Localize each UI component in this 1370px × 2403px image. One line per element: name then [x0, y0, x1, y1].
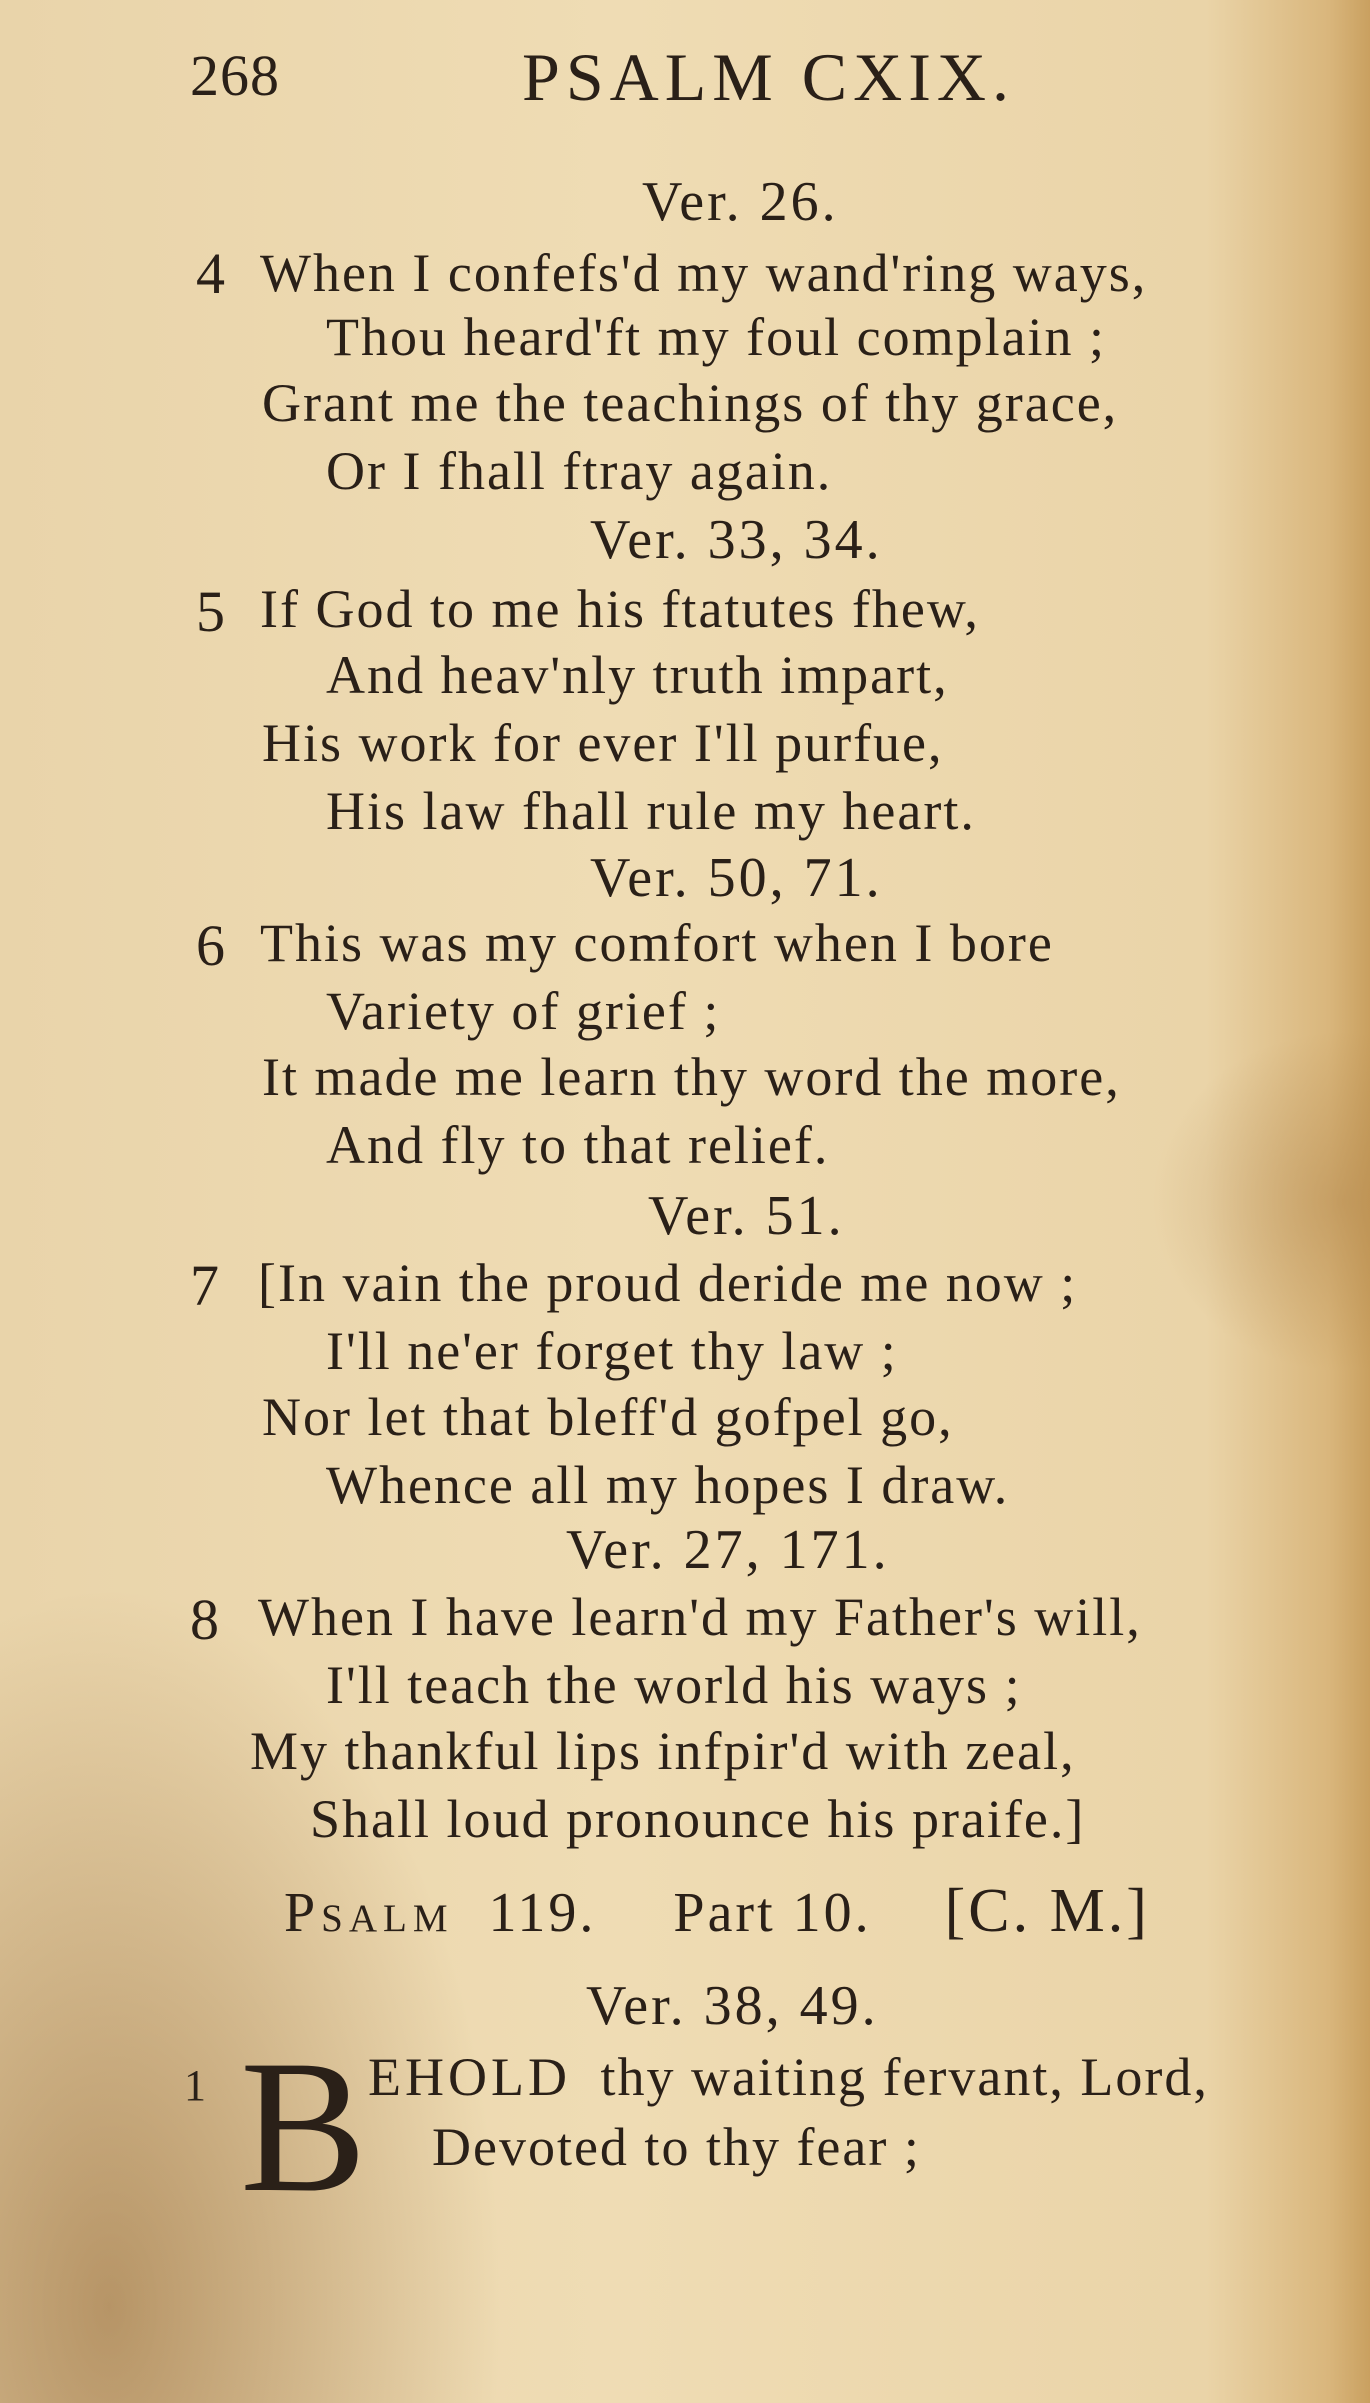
- verse-reference: Ver. 38, 49.: [586, 1975, 879, 2037]
- verse-reference: Ver. 27, 171.: [566, 1519, 890, 1581]
- verse-reference: Ver. 50, 71.: [590, 847, 883, 909]
- first-word-caps: EHOLD: [368, 2047, 571, 2107]
- verse-line: His law fhall rule my heart.: [326, 781, 976, 841]
- stanza-number: 8: [190, 1587, 219, 1652]
- verse-line: Devoted to thy fear ;: [432, 2117, 921, 2177]
- drop-cap: B: [240, 2022, 367, 2232]
- verse-line: I'll teach the world his ways ;: [326, 1655, 1022, 1715]
- stanza-number: 4: [196, 241, 225, 306]
- verse-reference: Ver. 26.: [642, 171, 839, 233]
- verse-line: I'll ne'er forget thy law ;: [326, 1321, 898, 1381]
- verse-line: Grant me the teachings of thy grace,: [262, 373, 1119, 433]
- verse-line: When I confefs'd my wand'ring ways,: [260, 243, 1148, 303]
- verse-line: If God to me his ftatutes fhew,: [260, 579, 980, 639]
- verse-line: Shall loud pronounce his praife.]: [310, 1789, 1086, 1849]
- verse-line: Variety of grief ;: [326, 981, 721, 1041]
- stanza-number: 6: [196, 913, 225, 978]
- verse-reference: Ver. 51.: [648, 1185, 845, 1247]
- first-line-rest: thy waiting fervant, Lord,: [600, 2047, 1209, 2107]
- verse-line: Thou heard'ft my foul complain ;: [326, 307, 1107, 367]
- verse-line: And fly to that relief.: [326, 1115, 830, 1175]
- verse-reference: Ver. 33, 34.: [590, 509, 883, 571]
- verse-line: This was my comfort when I bore: [260, 913, 1054, 973]
- psalm-number: 119.: [488, 1882, 597, 1944]
- stanza-number: 7: [190, 1253, 219, 1318]
- stanza-number: 1: [184, 2061, 206, 2110]
- part-label: Part 10.: [673, 1882, 872, 1944]
- meter-label: [C. M.]: [944, 1877, 1150, 1945]
- part-heading: [284, 1876, 1150, 1947]
- verse-line: It made me learn thy word the more,: [262, 1047, 1121, 1107]
- page-number: 268: [190, 43, 280, 108]
- psalm-label: Psalm: [284, 1882, 454, 1944]
- verse-line: And heav'nly truth impart,: [326, 645, 949, 705]
- verse-line: My thankful lips infpir'd with zeal,: [250, 1721, 1076, 1781]
- verse-line: When I have learn'd my Father's will,: [258, 1587, 1142, 1647]
- verse-line: Whence all my hopes I draw.: [326, 1455, 1010, 1515]
- stanza-number: 5: [196, 579, 225, 644]
- verse-line: Nor let that bleff'd gofpel go,: [262, 1387, 954, 1447]
- verse-line: His work for ever I'll purfue,: [262, 713, 944, 773]
- verse-line: [368, 2046, 1209, 2108]
- verse-line: Or I fhall ftray again.: [326, 441, 833, 501]
- verse-line: [In vain the proud deride me now ;: [258, 1253, 1078, 1313]
- running-title: PSALM CXIX.: [522, 39, 1015, 115]
